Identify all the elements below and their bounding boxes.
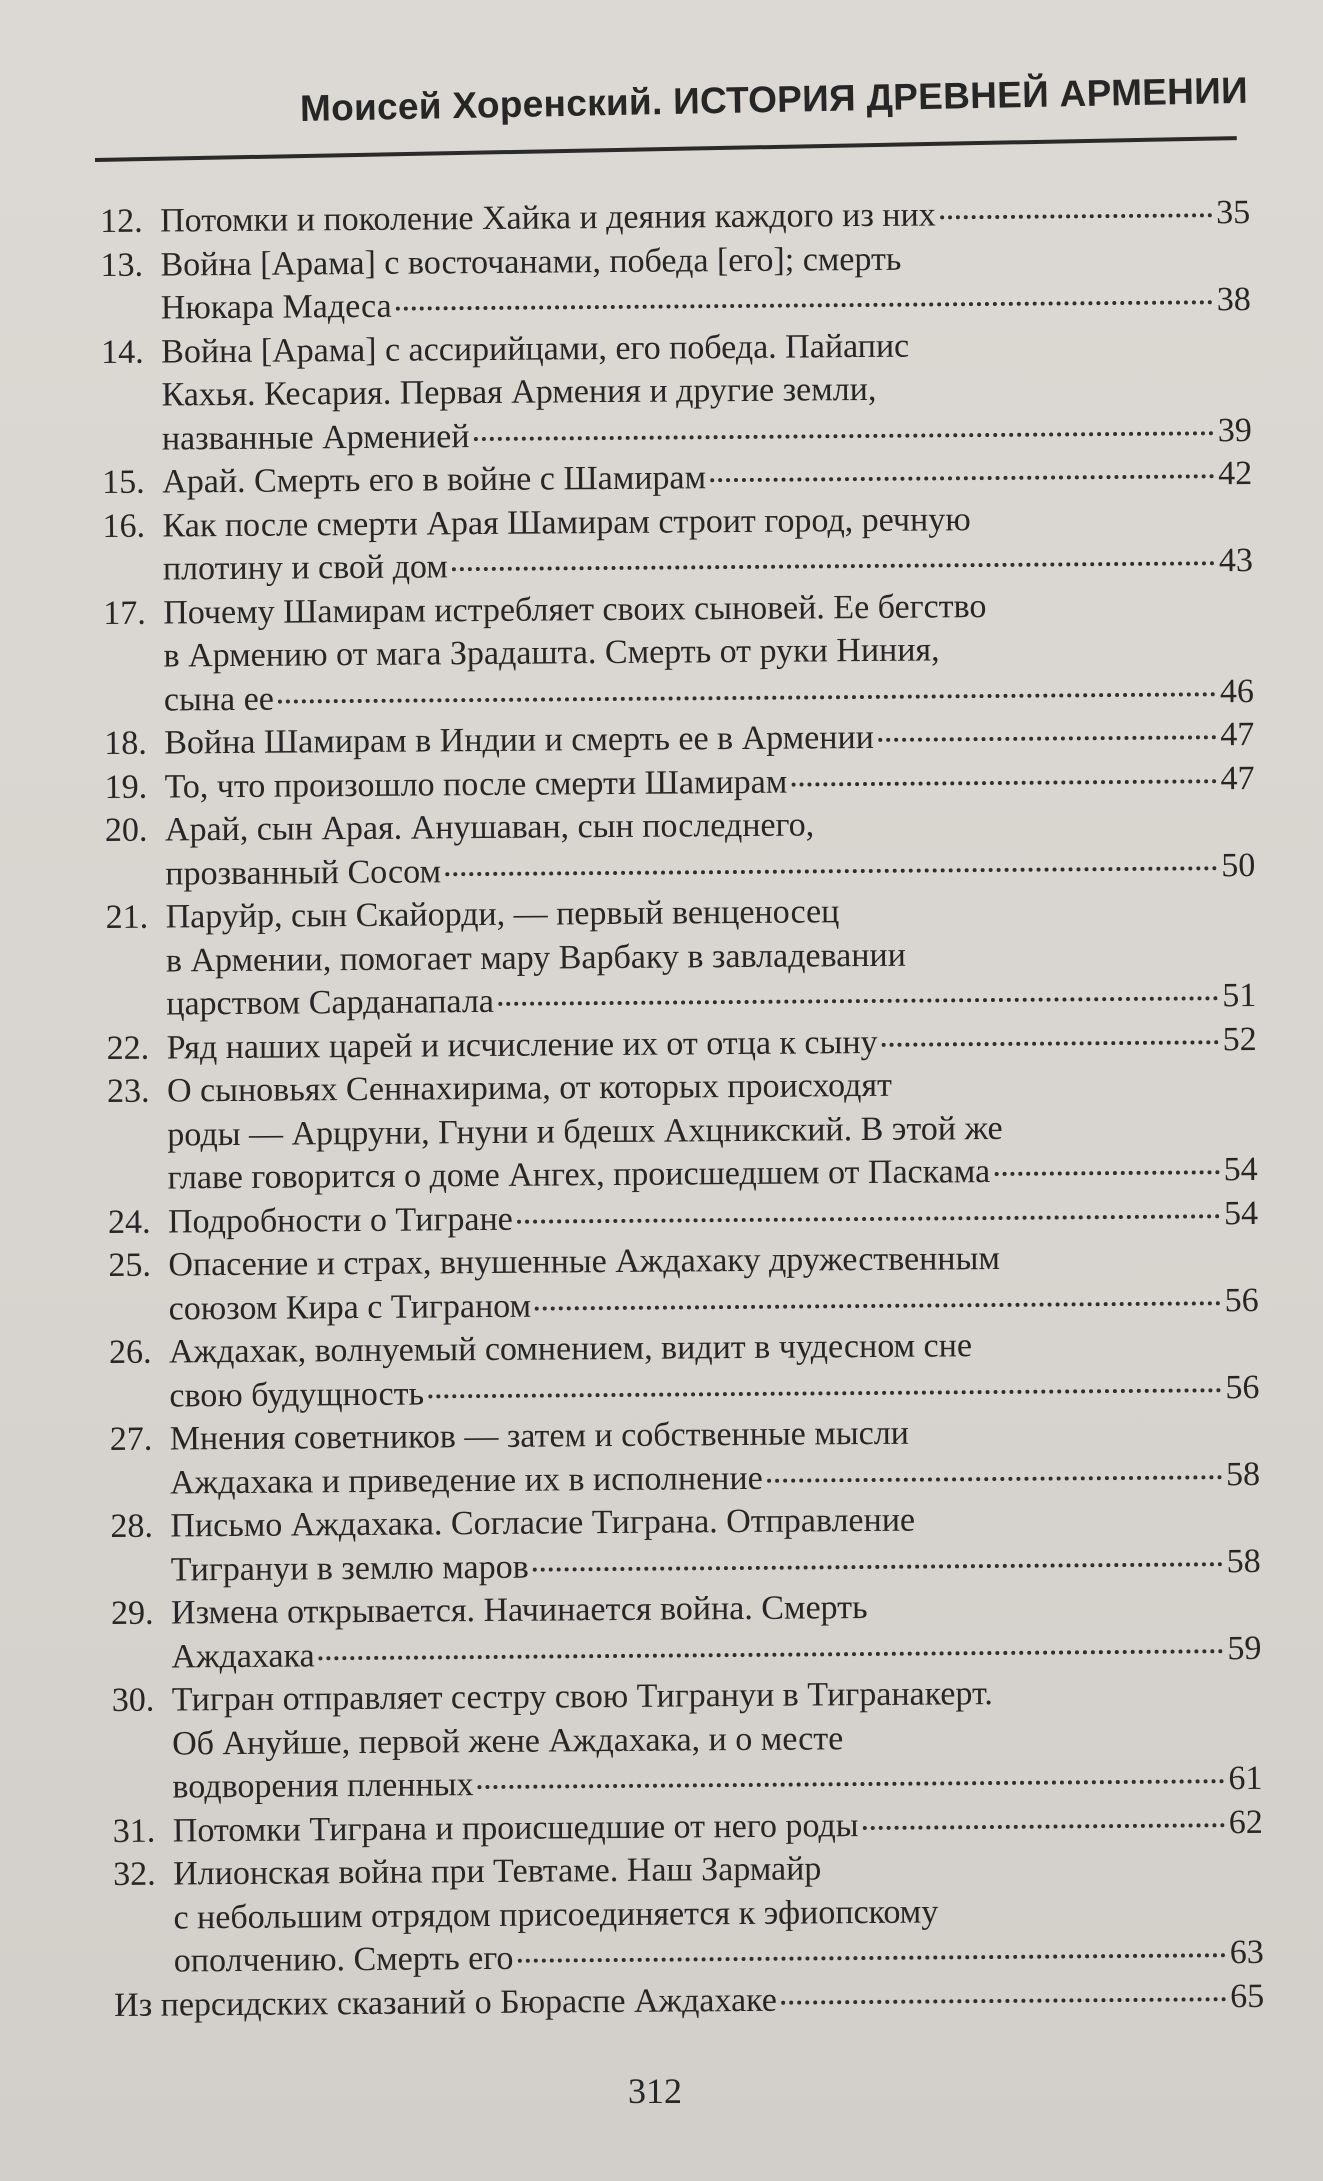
toc-page-reference: 39 xyxy=(1217,411,1252,449)
toc-entry-line: Тигрануи в землю маров xyxy=(170,1548,529,1588)
toc-entry-line: Из персидских сказаний о Бюраспе Аждахаке xyxy=(114,1981,777,2024)
header-rule xyxy=(95,136,1237,162)
toc-entry xyxy=(110,1496,1271,1592)
dot-leader xyxy=(473,423,1214,441)
table-of-contents xyxy=(100,191,1274,2027)
toc-entry xyxy=(114,1974,1274,2027)
toc-page-reference: 46 xyxy=(1219,672,1255,710)
toc-entry-number: 32. xyxy=(113,1855,156,1893)
toc-entry-line: Потомки Тиграна и происшедшие от него роды xyxy=(172,1806,859,1849)
toc-page-reference: 42 xyxy=(1218,454,1253,493)
dot-leader xyxy=(994,1162,1220,1176)
toc-entry-number: 20. xyxy=(104,811,148,849)
toc-entry-body xyxy=(171,1583,1272,1679)
dot-leader xyxy=(477,1771,1224,1789)
dot-leader xyxy=(517,1945,1225,1963)
toc-entry-line: сына ее xyxy=(163,680,274,719)
toc-entry-line: Война [Арама] с восточанами, победа [его]; смерть xyxy=(160,240,902,284)
toc-entry-line: Письмо Аждахака. Согласие Тиграна. Отправление xyxy=(170,1501,916,1545)
toc-entry-body xyxy=(168,1235,1269,1331)
dot-leader xyxy=(452,553,1215,571)
toc-entry-line: Опасение и страх, внушенные Аждахаку дружественным xyxy=(168,1239,1001,1284)
toc-entry-number: 27. xyxy=(109,1420,153,1458)
dot-leader xyxy=(710,466,1214,482)
toc-entry-number: 14. xyxy=(101,333,144,371)
toc-entry-line: То, что произошло после смерти Шамирам xyxy=(164,763,788,806)
toc-entry-line: Измена открывается. Начинается война. Смерть xyxy=(170,1589,868,1632)
toc-entry xyxy=(113,1844,1274,1984)
toc-entry-body xyxy=(165,800,1266,896)
toc-entry-body xyxy=(170,1409,1271,1505)
toc-page-reference: 50 xyxy=(1221,846,1256,884)
toc-entry-line: Мнения советников — затем и собственные мысли xyxy=(169,1414,910,1458)
dot-leader xyxy=(940,205,1213,219)
toc-entry xyxy=(109,1322,1270,1418)
toc-entry-number: 16. xyxy=(102,507,146,545)
toc-entry-line: Тигран отправляет сестру свою Тигрануи в Тигранакерт. xyxy=(171,1675,993,1719)
toc-entry-body xyxy=(165,887,1266,1026)
toc-page-reference: 47 xyxy=(1220,715,1255,754)
dot-leader xyxy=(791,771,1216,786)
toc-entry-number: 12. xyxy=(100,202,143,240)
toc-page-reference: 56 xyxy=(1225,1368,1260,1406)
toc-entry-number: 28. xyxy=(110,1507,154,1545)
toc-page-reference: 59 xyxy=(1227,1629,1262,1667)
toc-entry xyxy=(112,1670,1273,1810)
toc-entry-body xyxy=(160,234,1261,330)
page-number: 312 xyxy=(628,2071,682,2111)
toc-page-reference: 51 xyxy=(1222,976,1257,1015)
toc-entry xyxy=(100,234,1261,330)
toc-entry-line: Как после смерти Арая Шамирам строит город, речную xyxy=(162,500,971,545)
toc-entry-line: названные Арменией xyxy=(161,417,470,458)
toc-entry-line: Потомки и поколение Хайка и деяния каждого из них xyxy=(160,196,936,240)
toc-entry-number: 26. xyxy=(108,1333,152,1371)
toc-entry-body xyxy=(170,1496,1271,1592)
toc-entry-body xyxy=(173,1844,1274,1983)
toc-entry-line: царством Сарданапала xyxy=(166,982,495,1023)
dot-leader xyxy=(862,1815,1224,1830)
dot-leader xyxy=(882,1032,1219,1047)
toc-page-reference: 61 xyxy=(1228,1759,1263,1798)
toc-entry-line: Война Шамирам в Индии и смерть ее в Армении xyxy=(164,718,875,762)
toc-entry-number: 23. xyxy=(106,1072,150,1110)
toc-entry xyxy=(101,321,1262,461)
toc-entry-last-line xyxy=(114,1974,1264,2027)
toc-entry-line: Арай, сын Арая. Анушаван, сын последнего, xyxy=(164,806,815,849)
toc-entry-line: в Армении, помогает мару Варбаку в завладевании xyxy=(165,936,906,980)
toc-entry-line: Паруйр, сын Скайорди, — первый венценосец xyxy=(165,893,840,936)
toc-entry-body xyxy=(114,1974,1274,2027)
dot-leader xyxy=(445,858,1217,876)
toc-entry-number: 24. xyxy=(107,1203,151,1241)
toc-entry-body xyxy=(167,1061,1268,1200)
toc-entry-body xyxy=(169,1322,1270,1418)
toc-entry xyxy=(105,800,1266,896)
dot-leader xyxy=(319,1641,1224,1660)
toc-entry-number: 29. xyxy=(110,1594,154,1632)
toc-entry-line: Аждахака xyxy=(171,1636,315,1675)
toc-entry xyxy=(110,1409,1271,1505)
toc-entry-line: Нюкара Мадеса xyxy=(160,287,392,327)
dot-leader xyxy=(517,1206,1220,1224)
toc-entry-line: союзом Кира с Тиграном xyxy=(168,1287,532,1327)
running-header: Моисей Хоренский. ИСТОРИЯ ДРЕВНЕЙ АРМЕНИИ xyxy=(299,69,1249,129)
toc-page-reference: 58 xyxy=(1225,1455,1261,1493)
toc-entry-body xyxy=(161,321,1262,460)
toc-entry-number: 19. xyxy=(104,768,148,806)
toc-page-reference: 54 xyxy=(1223,1150,1258,1189)
toc-page-reference: 52 xyxy=(1222,1020,1257,1058)
dot-leader xyxy=(781,1989,1226,2004)
toc-page-reference: 35 xyxy=(1215,193,1251,232)
toc-entry-number: 30. xyxy=(111,1681,155,1719)
toc-page-reference: 63 xyxy=(1229,1933,1264,1972)
dot-leader xyxy=(428,1380,1221,1398)
toc-page-reference: 58 xyxy=(1226,1542,1261,1580)
toc-entry-number: 31. xyxy=(112,1812,156,1850)
toc-entry-body xyxy=(163,582,1264,721)
dot-leader xyxy=(498,988,1218,1006)
toc-entry-line: ополчению. Смерть его xyxy=(173,1939,514,1980)
toc-entry-number: 17. xyxy=(103,594,146,632)
toc-entry-line: Почему Шамирам истребляет своих сыновей. Ее бегство xyxy=(163,587,987,632)
toc-entry-line: в Армению от мага Зрадашта. Смерть от руки Ниния, xyxy=(163,631,940,675)
toc-entry-line: водворения пленных xyxy=(172,1766,474,1806)
toc-entry xyxy=(107,1061,1268,1201)
toc-page-reference: 43 xyxy=(1218,541,1254,580)
toc-entry-number: 13. xyxy=(100,246,144,284)
toc-entry xyxy=(102,495,1263,591)
toc-entry-line: Кахья. Кесария. Первая Армения и другие земли, xyxy=(161,370,877,414)
toc-page-reference: 62 xyxy=(1228,1803,1263,1841)
dot-leader xyxy=(396,292,1213,310)
toc-page-reference: 38 xyxy=(1216,280,1251,319)
toc-entry-line: Аждахак, волнуемый сомнением, видит в чудесном сне xyxy=(168,1327,973,1371)
toc-entry-line: Арай. Смерть его в войне с Шамирам xyxy=(162,459,707,501)
toc-entry xyxy=(111,1583,1272,1679)
toc-entry-body xyxy=(172,1670,1273,1809)
toc-entry-line: плотину и свой дом xyxy=(162,548,448,588)
toc-entry-line: Ряд наших царей и исчисление их от отца к сыну xyxy=(166,1023,878,1067)
toc-entry xyxy=(105,887,1266,1027)
toc-entry-line: с небольшим отрядом присоединяется к эфиопскому xyxy=(173,1892,939,1936)
toc-entry-number: 21. xyxy=(105,898,149,936)
toc-entry-number: 18. xyxy=(104,724,147,762)
toc-page-reference: 56 xyxy=(1224,1281,1259,1319)
dot-leader xyxy=(278,684,1216,703)
toc-entry-line: Аждахака и приведение их в исполнение xyxy=(169,1459,763,1501)
toc-entry-line: Илионская война при Тевтаме. Наш Зармайр xyxy=(173,1850,822,1893)
toc-page-reference: 47 xyxy=(1220,759,1255,797)
toc-entry xyxy=(103,582,1264,722)
dot-leader xyxy=(767,1467,1222,1483)
toc-entry-number: 22. xyxy=(106,1029,150,1067)
toc-entry-line: Об Ануйше, первой жене Аждахака, и о месте xyxy=(171,1719,844,1762)
toc-entry-line: Подробности о Тигране xyxy=(167,1200,513,1240)
dot-leader xyxy=(535,1293,1221,1310)
dot-leader xyxy=(878,727,1216,742)
toc-entry-number: 15. xyxy=(102,463,145,501)
toc-entry-number: 25. xyxy=(108,1246,152,1284)
toc-entry-line: роды — Арцруни, Гнуни и бдешх Ахцникский. В этой же xyxy=(167,1109,1003,1153)
toc-entry-line: Война [Арама] с ассирийцами, его победа. Пайапис xyxy=(161,327,910,371)
toc-entry-line: О сыновьях Сеннахирима, от которых происходят xyxy=(166,1066,892,1110)
toc-page-reference: 65 xyxy=(1229,1977,1265,2015)
toc-entry-line: главе говорится о доме Ангех, происшедшем от Паскама xyxy=(167,1153,991,1197)
toc-entry-line: свою будущность xyxy=(169,1374,425,1414)
toc-entry-body xyxy=(162,495,1263,591)
toc-page-reference: 54 xyxy=(1223,1194,1259,1232)
toc-entry-line: прозванный Сосом xyxy=(165,852,442,893)
dot-leader xyxy=(533,1554,1223,1571)
toc-entry xyxy=(108,1235,1269,1331)
